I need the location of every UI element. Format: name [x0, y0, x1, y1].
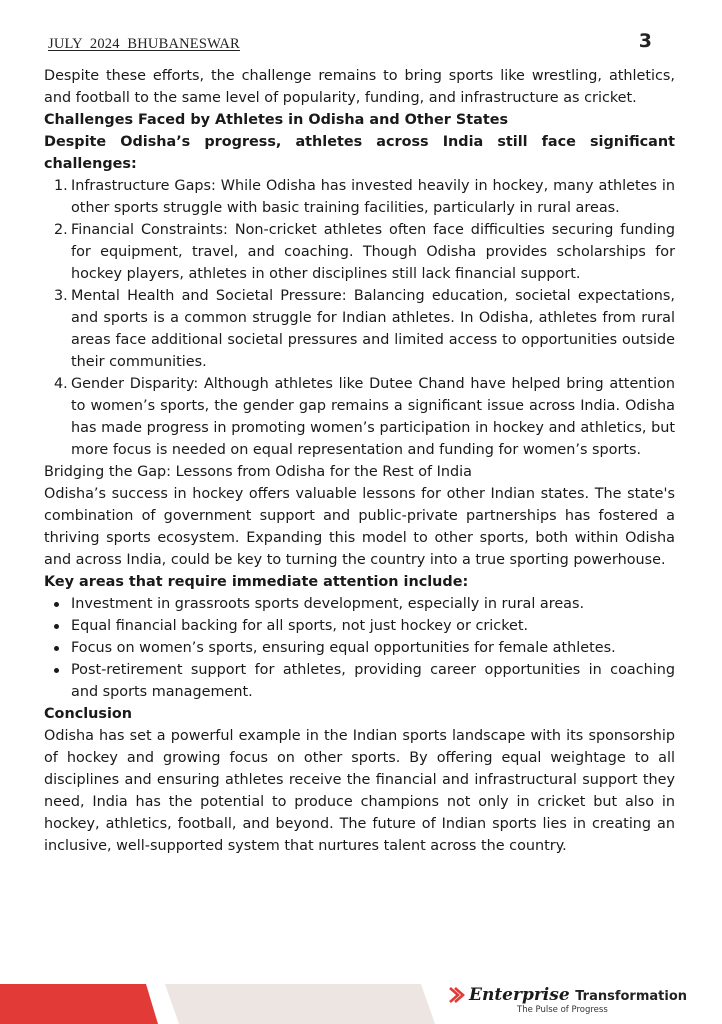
- list-number: 3.: [54, 288, 68, 304]
- challenges-list: [44, 175, 675, 461]
- paragraph-intro: Despite these efforts, the challenge remains to bring sports like wrestling, athletics, and football to the same level of popularity, funding, and infrastructure as cricket.: [44, 68, 675, 106]
- page-header-date-location: JULY 2024 BHUBANESWAR: [48, 36, 240, 52]
- brand-tagline: The Pulse of Progress: [517, 1005, 608, 1015]
- footer-beige-band: [165, 984, 435, 1024]
- page-footer: [0, 984, 722, 1024]
- page-number: 3: [638, 30, 652, 52]
- brand-name: [469, 985, 687, 1005]
- paragraph-conclusion: Odisha has set a powerful example in the Indian sports landscape with its sponsorship of hockey and growing focus on other sports. By offering equal weightage to all disciplines and ensuring athletes receive the financial and infrastructural support they need, India has the potential to produce champions not only in cricket but also in hockey, athletics, football, and beyond. The future of Indian sports lies in creating an inclusive, well-supported system that nurtures talent across the country.: [44, 728, 675, 854]
- list-item-text: Mental Health and Societal Pressure: Balancing education, societal expectations, and sports is a common struggle for Indian athletes. In Odisha, athletes from rural areas face additional societal pressures and limited access to opportunities outside their communities.: [71, 288, 675, 370]
- bullet-icon: [54, 646, 59, 651]
- article-body: [44, 65, 675, 857]
- list-item: [44, 175, 675, 219]
- heading-conclusion: Conclusion: [44, 706, 133, 722]
- list-item: [44, 373, 675, 461]
- bullet-icon: [54, 668, 59, 673]
- challenges-intro: Despite Odisha’s progress, athletes across India still face significant challenges:: [44, 134, 675, 172]
- list-item-text: Infrastructure Gaps: While Odisha has invested heavily in hockey, many athletes in other sports struggle with basic training facilities, particularly in rural areas.: [71, 178, 675, 216]
- list-item-text: Investment in grassroots sports development, especially in rural areas.: [71, 596, 585, 612]
- brand-logo: [449, 985, 688, 1021]
- list-item: [44, 659, 675, 703]
- brand-chevron-icon: [449, 987, 465, 1003]
- list-item-text: Gender Disparity: Although athletes like Dutee Chand have helped bring attention to women’s sports, the gender gap remains a significant issue across India. Odisha has made progress in promoting women’s participation in hockey and athletics, but more focus is needed on equal representation and funding for women’s sports.: [71, 376, 675, 458]
- list-number: 2.: [54, 222, 68, 238]
- heading-bridging-gap: Bridging the Gap: Lessons from Odisha for the Rest of India: [44, 464, 472, 480]
- list-item: [44, 637, 675, 659]
- list-number: 1.: [54, 178, 68, 194]
- heading-key-areas: Key areas that require immediate attention include:: [44, 574, 469, 590]
- list-item: [44, 615, 675, 637]
- list-item-text: Post-retirement support for athletes, providing career opportunities in coaching and sports management.: [71, 662, 675, 700]
- list-item: [44, 593, 675, 615]
- brand-name-part2: Transformation: [575, 989, 688, 1004]
- bullet-icon: [54, 624, 59, 629]
- brand-name-part1: Enterprise: [469, 985, 570, 1005]
- list-item-text: Financial Constraints: Non-cricket athletes often face difficulties securing funding for equipment, travel, and coaching. Though Odisha provides scholarships for hockey players, athletes in other disciplines still lack financial support.: [71, 222, 675, 282]
- list-item: [44, 285, 675, 373]
- paragraph-bridging: Odisha’s success in hockey offers valuable lessons for other Indian states. The state's combination of government support and public-private partnerships has fostered a thriving sports ecosystem. Expanding this model to other sports, both within Odisha and across India, could be key to turning the country into a true sporting powerhouse.: [44, 486, 675, 568]
- heading-challenges: Challenges Faced by Athletes in Odisha and Other States: [44, 112, 509, 128]
- footer-red-band: [0, 984, 158, 1024]
- list-number: 4.: [54, 376, 68, 392]
- bullet-icon: [54, 602, 59, 607]
- list-item: [44, 219, 675, 285]
- key-areas-list: [44, 593, 675, 703]
- list-item-text: Equal financial backing for all sports, not just hockey or cricket.: [71, 618, 529, 634]
- list-item-text: Focus on women’s sports, ensuring equal opportunities for female athletes.: [71, 640, 616, 656]
